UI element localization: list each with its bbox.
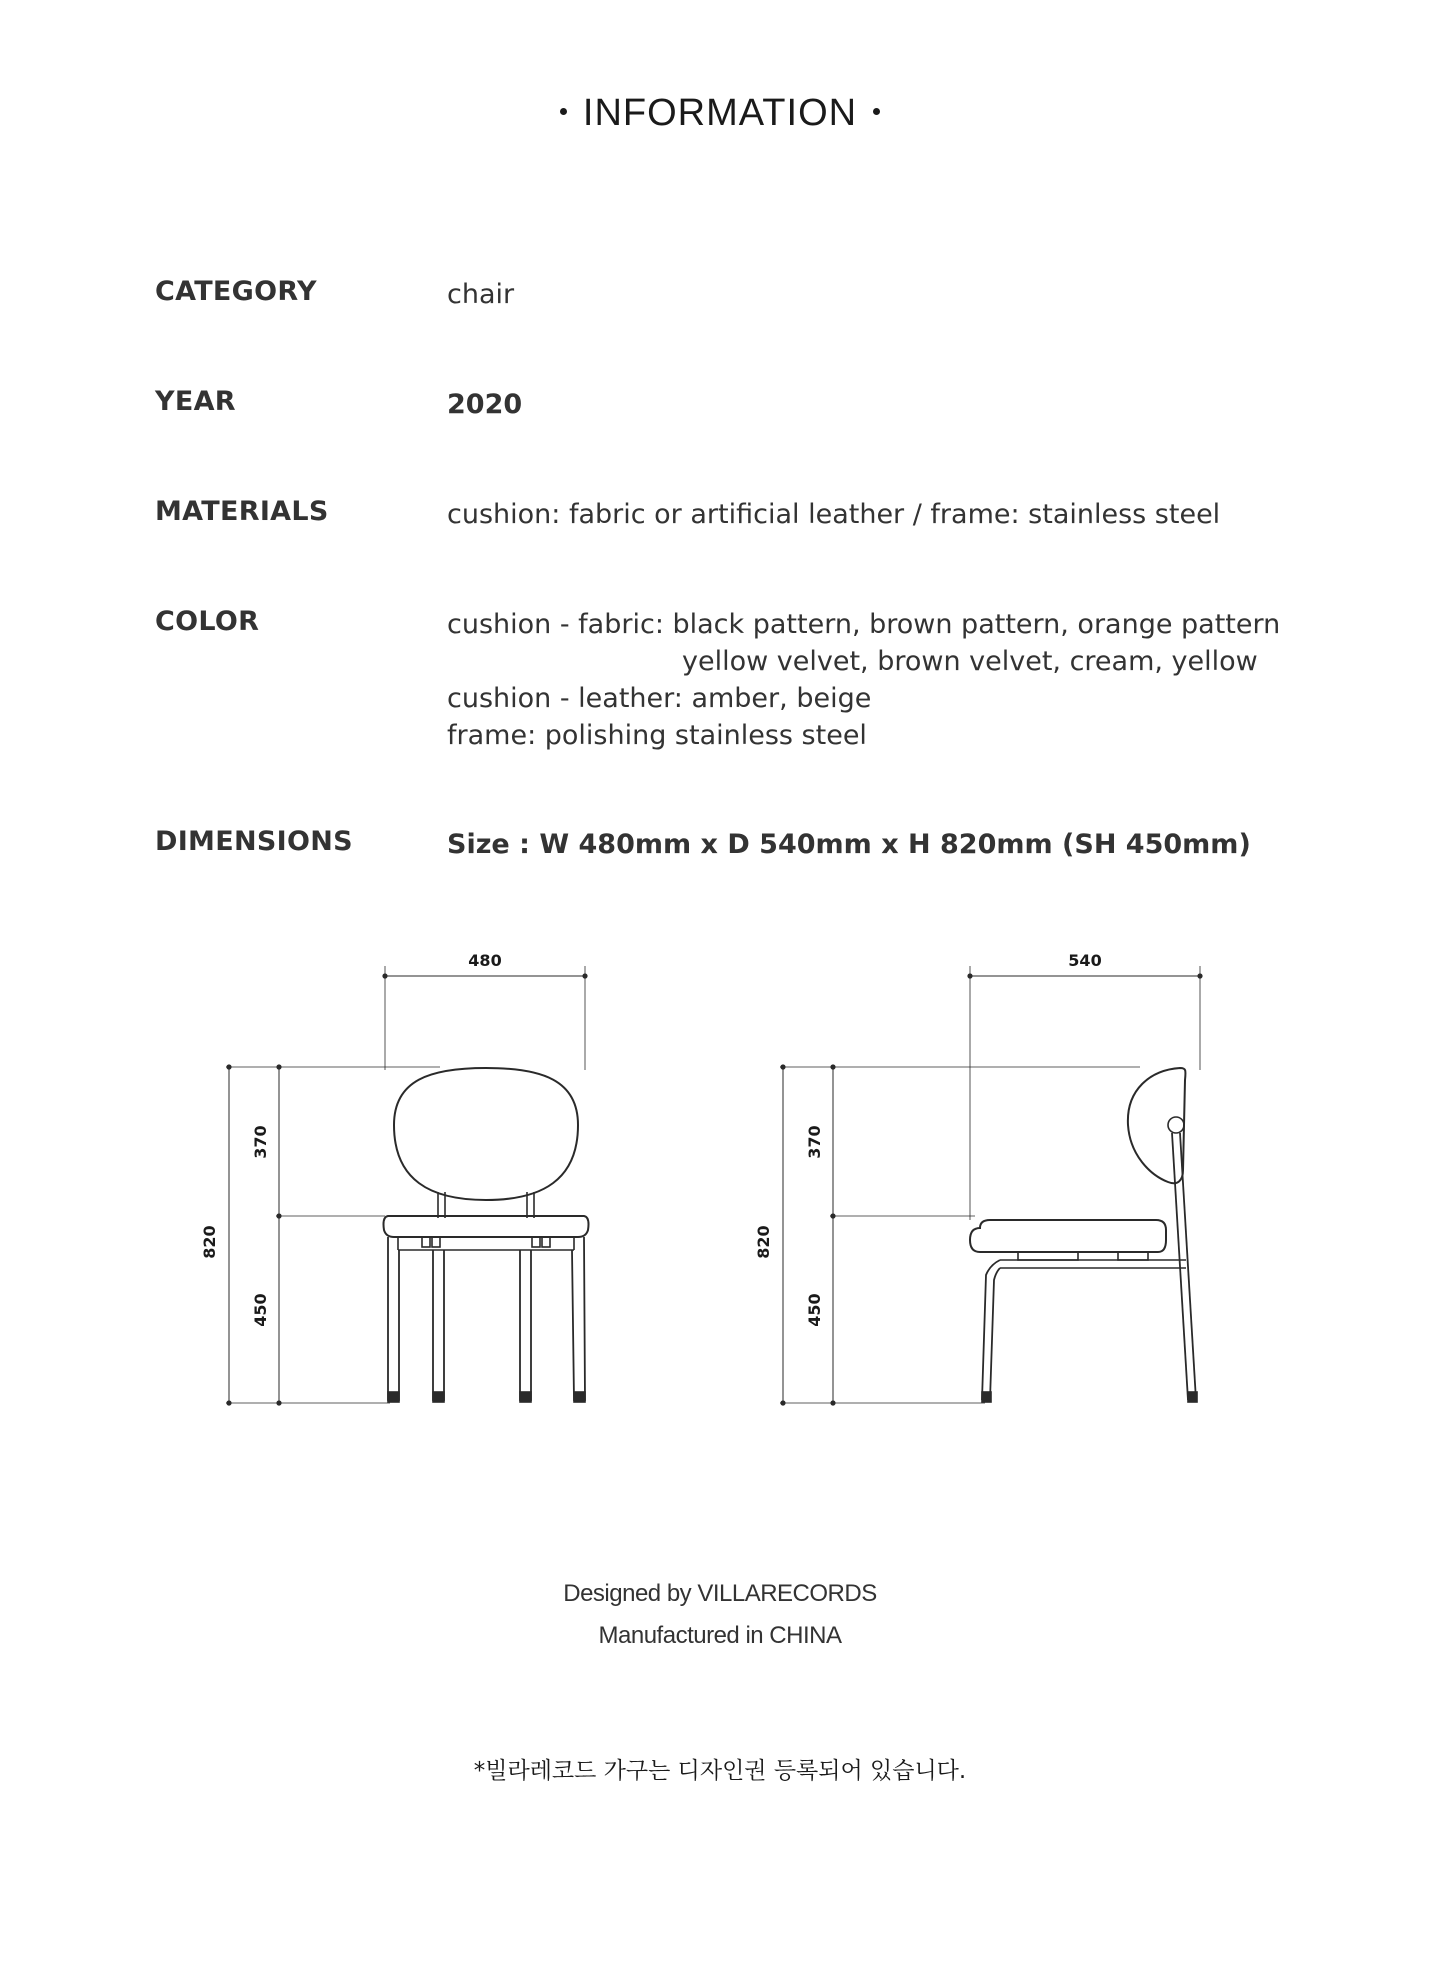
side-seat-height-label: 450 (805, 1293, 824, 1327)
spec-value: Size : W 480mm x D 540mm x H 820mm (SH 450mm) (447, 829, 1251, 860)
front-back-height-label: 370 (251, 1125, 270, 1159)
page-title-text: INFORMATION (582, 92, 858, 134)
spec-value-line: yellow velvet, brown velvet, cream, yellow (682, 646, 1258, 677)
spec-label: YEAR (155, 386, 236, 417)
side-back-height-label: 370 (805, 1125, 824, 1159)
spec-value: chair (447, 279, 515, 310)
designed-by-text: Designed by VILLARECORDS (563, 1580, 877, 1607)
manufactured-text: Manufactured in CHINA (598, 1622, 842, 1649)
front-width-label: 480 (468, 951, 502, 970)
spec-value-line: cushion - leather: amber, beige (447, 683, 872, 714)
bullet-dot-left (560, 108, 567, 115)
spec-value: cushion: fabric or artificial leather / frame: stainless steel (447, 499, 1221, 530)
side-view-chair (780, 966, 1202, 1405)
page-title (0, 92, 1440, 135)
front-seat-height-label: 450 (251, 1293, 270, 1327)
spec-label: MATERIALS (155, 496, 329, 527)
spec-label: COLOR (155, 606, 260, 637)
spec-value-line: cushion - fabric: black pattern, brown pattern, orange pattern (447, 609, 1281, 640)
side-height-label: 820 (754, 1225, 773, 1259)
front-view-chair (226, 966, 589, 1405)
bullet-dot-right (873, 108, 880, 115)
dimension-drawings (0, 930, 1440, 1430)
spec-value-list (447, 606, 1280, 754)
side-depth-label: 540 (1068, 951, 1102, 970)
spec-value: 2020 (447, 389, 523, 420)
spec-label: CATEGORY (155, 276, 317, 307)
front-height-label: 820 (200, 1225, 219, 1259)
spec-label: DIMENSIONS (155, 826, 353, 857)
spec-value-line: frame: polishing stainless steel (447, 720, 867, 751)
design-rights-notice: *빌라레코드 가구는 디자인권 등록되어 있습니다. (473, 1758, 967, 1784)
